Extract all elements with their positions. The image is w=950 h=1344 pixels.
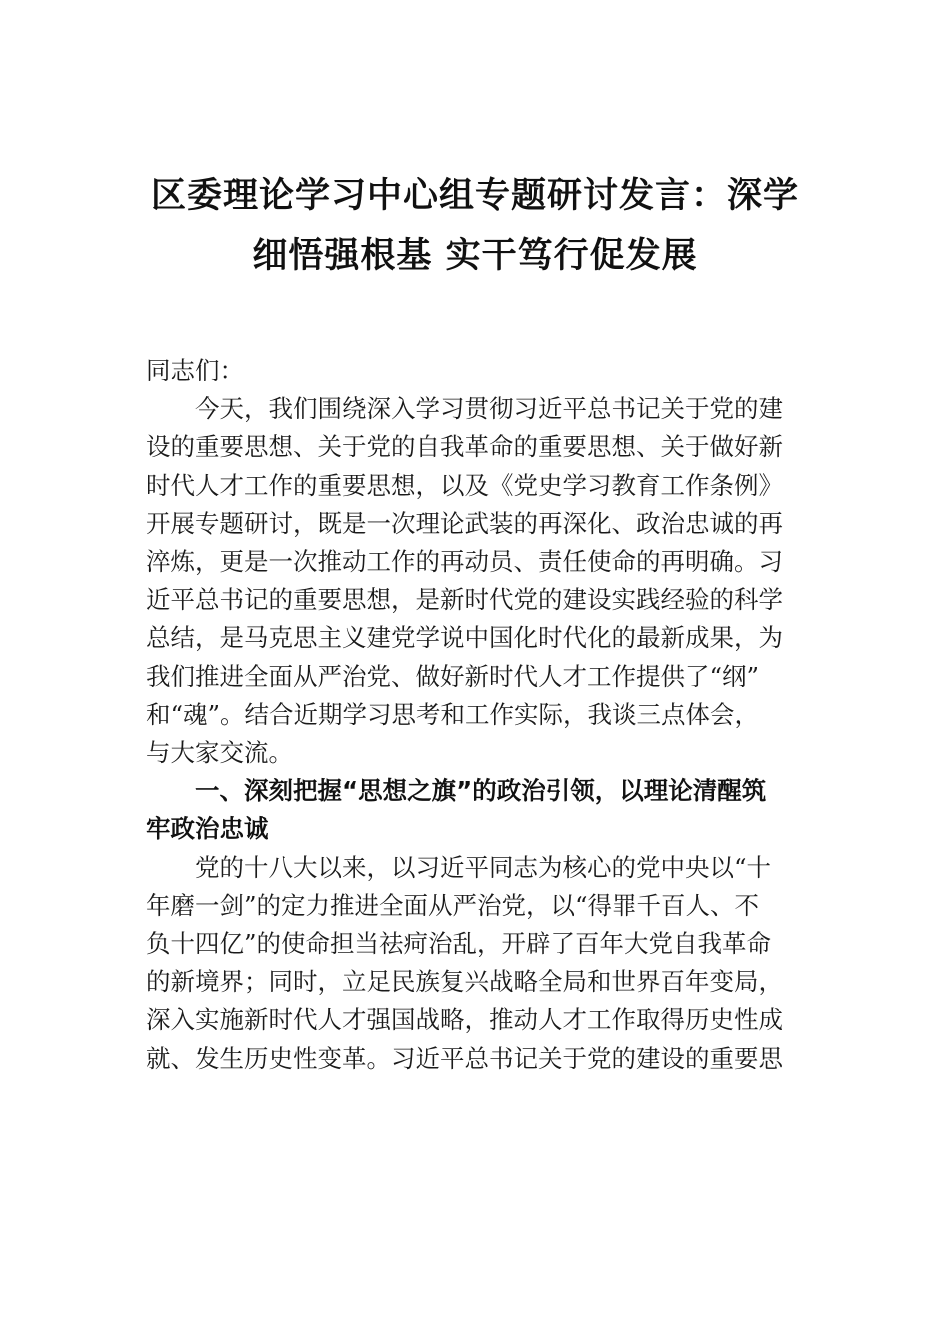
document-body	[146, 352, 810, 1078]
text-line: 深入实施新时代人才强国战略，推动人才工作取得历史性成	[146, 1005, 783, 1035]
title-line: 区委理论学习中心组专题研讨发言：深学	[150, 175, 799, 216]
text-line: 时代人才工作的重要思想，以及《党史学习教育工作条例》	[146, 470, 783, 500]
section-paragraph	[146, 849, 810, 887]
text-line: 今天，我们围绕深入学习贯彻习近平总书记关于党的建	[195, 394, 783, 424]
document-title	[120, 166, 830, 286]
intro-paragraph	[146, 390, 810, 428]
text-line: 党的十八大以来，以习近平同志为核心的党中央以“十	[195, 852, 772, 882]
text-line: 就、发生历史性变革。习近平总书记关于党的建设的重要思	[146, 1043, 783, 1073]
section-heading	[146, 772, 810, 810]
text-line: 近平总书记的重要思想，是新时代党的建设实践经验的科学	[146, 585, 783, 615]
text-line: 和“魂”。结合近期学习思考和工作实际，我谈三点体会，	[146, 699, 760, 729]
text-line: 设的重要思想、关于党的自我革命的重要思想、关于做好新	[146, 432, 783, 462]
intro-paragraph-cont	[146, 428, 810, 772]
heading-line: 牢政治忠诚	[146, 814, 269, 844]
section-paragraph-cont	[146, 887, 810, 1078]
text-line: 的新境界；同时，立足民族复兴战略全局和世界百年变局，	[146, 967, 783, 997]
heading-line: 一、深刻把握“思想之旗”的政治引领，以理论清醒筑	[195, 776, 767, 806]
salutation: 同志们：	[146, 356, 244, 385]
text-line: 负十四亿”的使命担当祛疴治乱，开辟了百年大党自我革命	[146, 929, 772, 959]
text-line: 我们推进全面从严治党、做好新时代人才工作提供了“纲”	[146, 661, 760, 691]
text-line: 开展专题研讨，既是一次理论武装的再深化、政治忠诚的再	[146, 508, 783, 538]
text-line: 与大家交流。	[146, 738, 293, 768]
title-line: 细悟强根基 实干笃行促发展	[252, 235, 698, 276]
section-heading-cont	[146, 810, 810, 848]
text-line: 淬炼，更是一次推动工作的再动员、责任使命的再明确。习	[146, 547, 783, 577]
text-line: 总结，是马克思主义建党学说中国化时代化的最新成果，为	[146, 623, 783, 653]
text-line: 年磨一剑”的定力推进全面从严治党，以“得罪千百人、不	[146, 890, 760, 920]
